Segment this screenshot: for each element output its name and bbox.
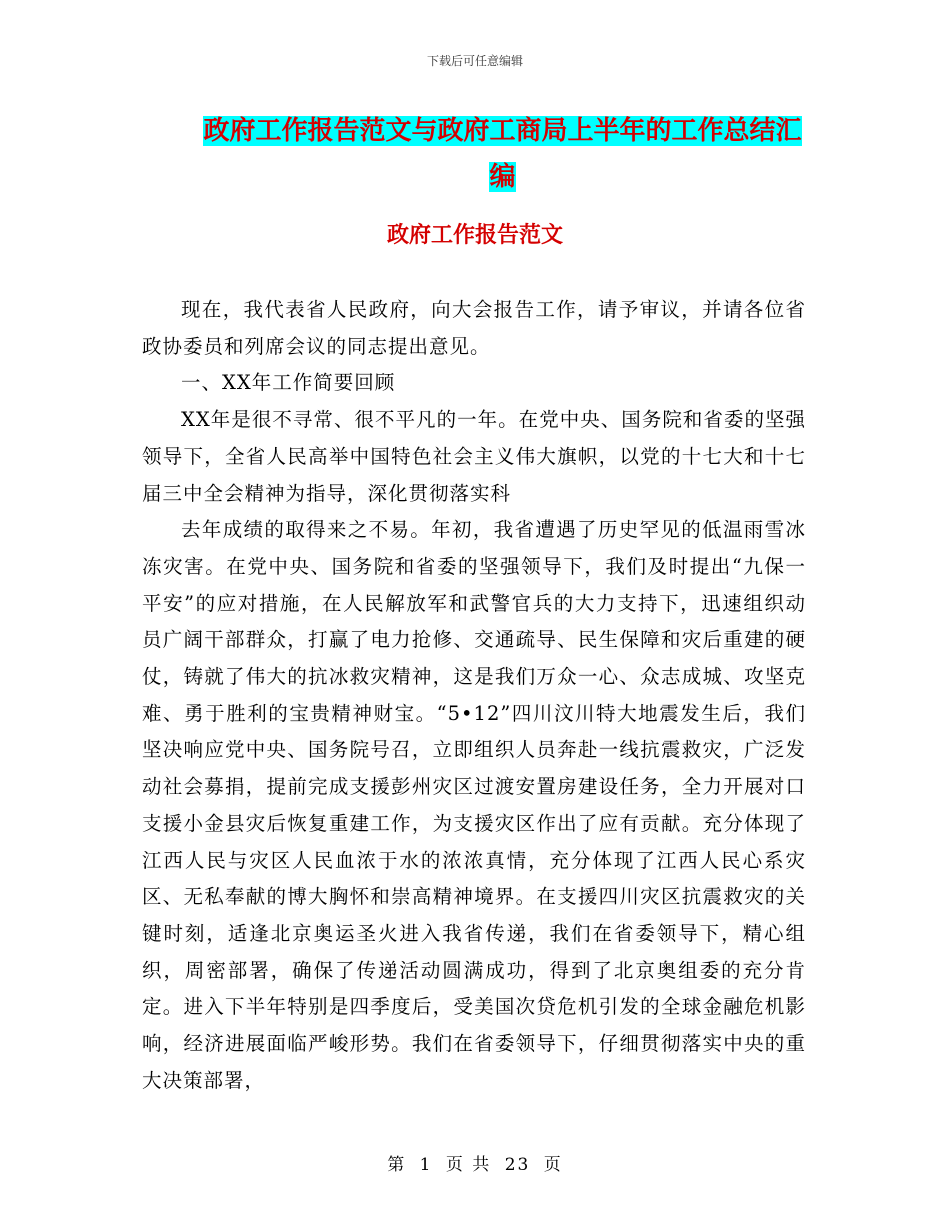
- paragraph: 去年成绩的取得来之不易。年初，我省遭遇了历史罕见的低温雨雪冰冻灾害。在党中央、国务院和省委的坚强领导下，我们及时提出“九保一平安”的应对措施，在人民解放军和武警官兵的大力支持下，迅速组织动员广阔干部群众，打赢了电力抢修、交通疏导、民生保障和灾后重建的硬仗，铸就了伟大的抗冰救灾精神，这是我们万众一心、众志成城、攻坚克难、勇于胜利的宝贵精神财宝。“5•12”四川汶川特大地震发生后，我们坚决响应党中央、国务院号召，立即组织人员奔赴一线抗震救灾，广泛发动社会募捐，提前完成支援彭州灾区过渡安置房建设任务，全力开展对口支援小金县灾后恢复重建工作，为支援灾区作出了应有贡献。充分体现了江西人民与灾区人民血浓于水的浓浓真情，充分体现了江西人民心系灾区、无私奉献的博大胸怀和崇高精神境界。在支援四川灾区抗震救灾的关键时刻，适逢北京奥运圣火进入我省传递，我们在省委领导下，精心组织，周密部署，确保了传递活动圆满成功，得到了北京奥组委的充分肯定。进入下半年特别是四季度后，受美国次贷危机引发的全球金融危机影响，经济进展面临严峻形势。我们在省委领导下，仔细贯彻落实中央的重大决策部署，: [142, 518, 806, 1092]
- header-note: 下载后可任意编辑: [426, 54, 523, 68]
- paragraph: 现在，我代表省人民政府，向大会报告工作，请予审议，并请各位省政协委员和列席会议的同志提出意见。: [142, 298, 806, 358]
- document-body: [142, 292, 806, 1099]
- footer-prefix: 第: [387, 1155, 407, 1175]
- footer-middle: 页 共: [445, 1155, 492, 1175]
- document-title-line2: 编: [489, 162, 516, 192]
- document-title-line1: 政府工作报告范文与政府工商局上半年的工作总结汇: [203, 116, 802, 146]
- section-title: 政府工作报告范文: [386, 222, 563, 248]
- paragraph: XX年是很不寻常、很不平凡的一年。在党中央、国务院和省委的坚强领导下，全省人民高举中国特色社会主义伟大旗帜，以党的十七大和十七届三中全会精神为指导，深化贯彻落实科: [142, 408, 806, 505]
- footer-page-number: 1: [419, 1155, 433, 1175]
- page-footer: [0, 1150, 950, 1175]
- footer-total-pages: 23: [504, 1155, 531, 1175]
- paragraph-heading: 一、XX年工作简要回顾: [181, 371, 396, 395]
- document-title: [195, 108, 810, 200]
- footer-suffix: 页: [543, 1155, 563, 1175]
